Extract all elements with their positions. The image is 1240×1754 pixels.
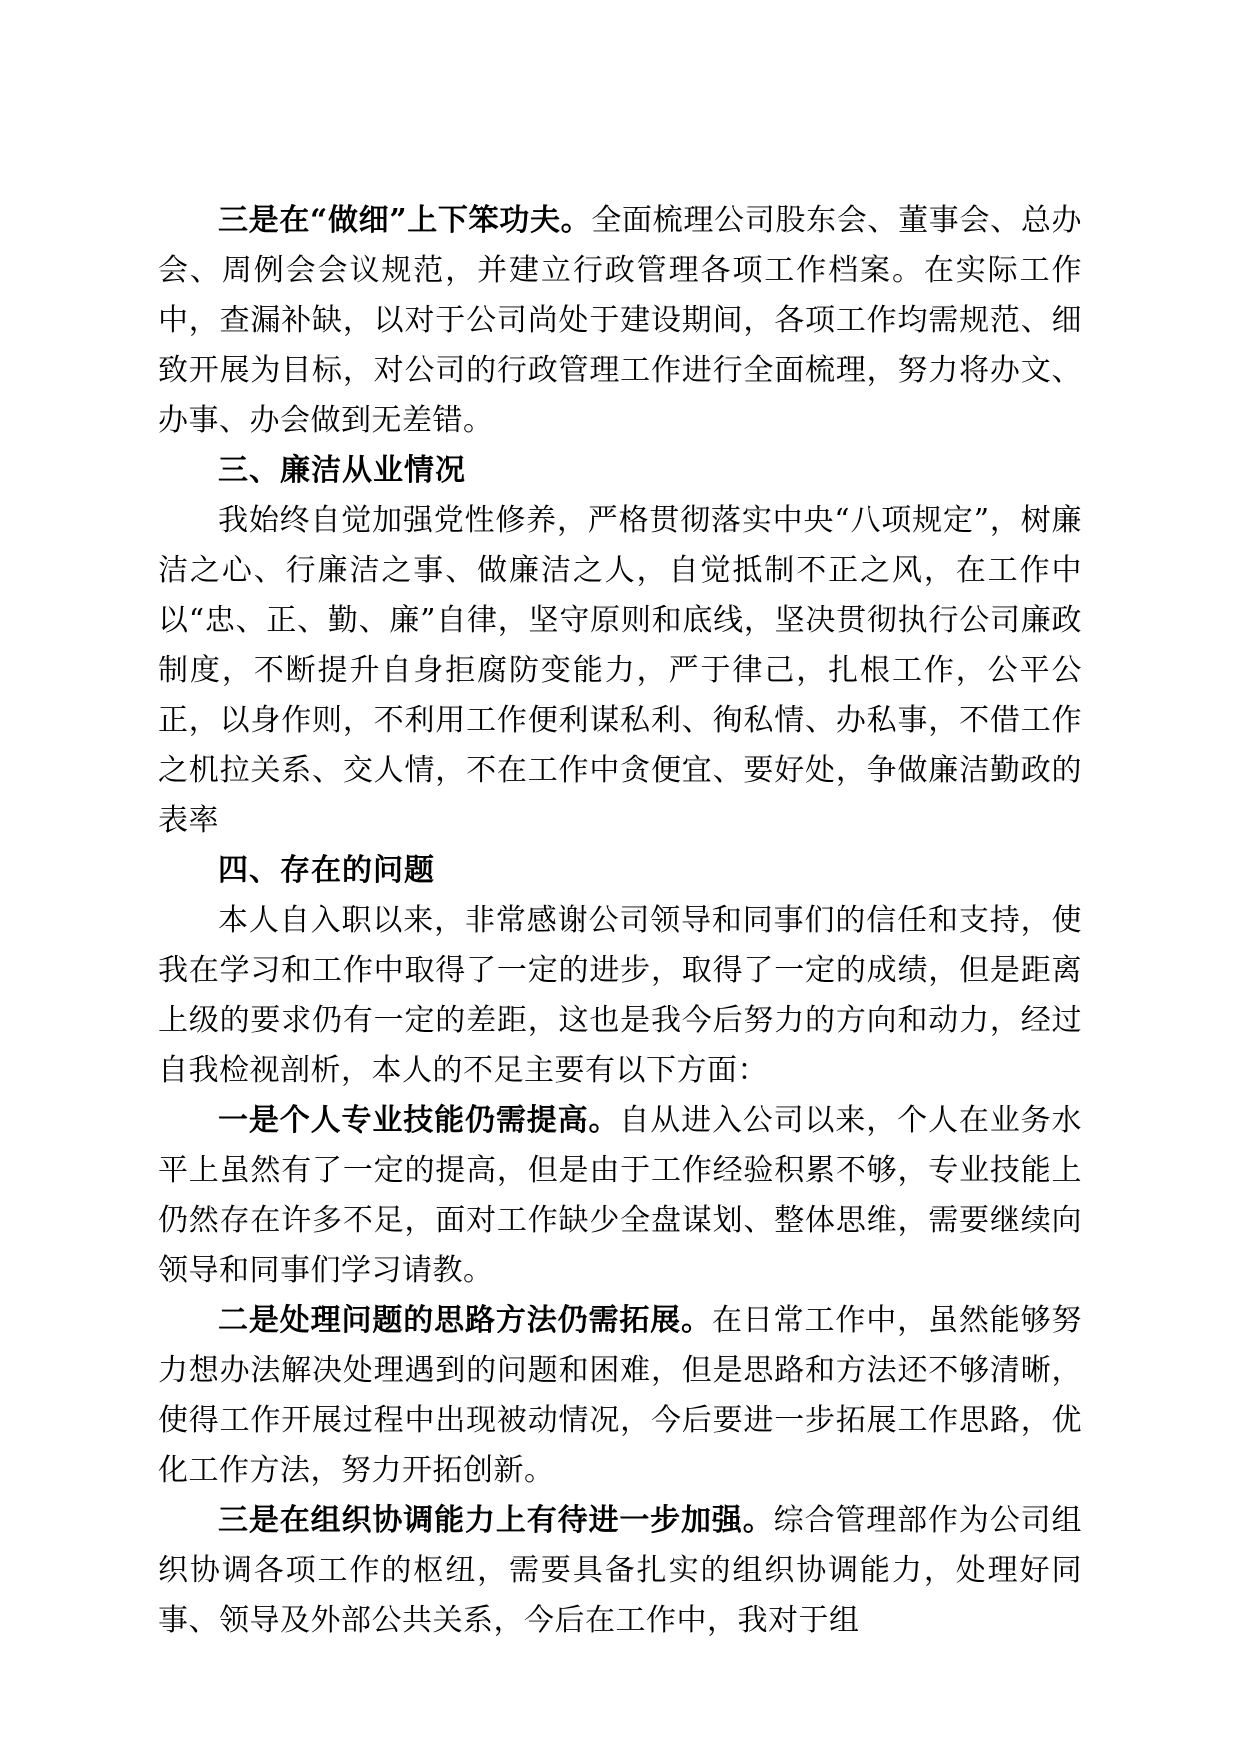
prev-point-3-lead: 三是在“做细”上下笨功夫。 (218, 203, 592, 238)
point-2-body: 在日常工作中，虽然能够努力想办法解决处理遇到的问题和困难，但是思路和方法还不够清晰，使得工作开展过程中出现被动情况，今后要进一步拓展工作思路，优化工作方法，努力开拓创新。 (158, 1303, 1083, 1488)
paragraph-point-2 (158, 1296, 1082, 1496)
section-3-heading: 三、廉洁从业情况 (218, 453, 466, 488)
section-4-intro: 本人自入职以来，非常感谢公司领导和同事们的信任和支持，使我在学习和工作中取得了一定的进步，取得了一定的成绩，但是距离上级的要求仍有一定的差距，这也是我今后努力的方向和动力，经过自我检视剖析，本人的不足主要有以下方面： (158, 903, 1082, 1088)
point-3-lead: 三是在组织协调能力上有待进一步加强。 (218, 1503, 774, 1538)
prev-point-3-body: 全面梳理公司股东会、董事会、总办会、周例会会议规范，并建立行政管理各项工作档案。在实际工作中，查漏补缺，以对于公司尚处于建设期间，各项工作均需规范、细致开展为目标，对公司的行政管理工作进行全面梳理，努力将办文、办事、办会做到无差错。 (158, 203, 1082, 438)
paragraph-point-3 (158, 1496, 1082, 1646)
paragraph-point-1 (158, 1096, 1082, 1296)
section-3-body: 我始终自觉加强党性修养，严格贯彻落实中央“八项规定”，树廉洁之心、行廉洁之事、做廉洁之人，自觉抵制不正之风，在工作中以“忠、正、勤、廉”自律，坚守原则和底线，坚决贯彻执行公司廉政制度，不断提升自身拒腐防变能力，严于律己，扎根工作，公平公正，以身作则，不利用工作便利谋私利、徇私情、办私事，不借工作之机拉关系、交人情，不在工作中贪便宜、要好处，争做廉洁勤政的表率 (158, 503, 1082, 838)
point-1-body: 自从进入公司以来，个人在业务水平上虽然有了一定的提高，但是由于工作经验积累不够，专业技能上仍然存在许多不足，面对工作缺少全盘谋划、整体思维，需要继续向领导和同事们学习请教。 (158, 1103, 1083, 1288)
point-1-lead: 一是个人专业技能仍需提高。 (218, 1103, 620, 1138)
document-body (158, 196, 1082, 1646)
point-2-lead: 二是处理问题的思路方法仍需拓展。 (218, 1303, 712, 1338)
point-3-body: 综合管理部作为公司组织协调各项工作的枢纽，需要具备扎实的组织协调能力，处理好同事、领导及外部公共关系，今后在工作中，我对于组 (158, 1503, 1083, 1638)
section-4-heading: 四、存在的问题 (218, 853, 435, 888)
paragraph-prev-point-3 (158, 196, 1082, 446)
